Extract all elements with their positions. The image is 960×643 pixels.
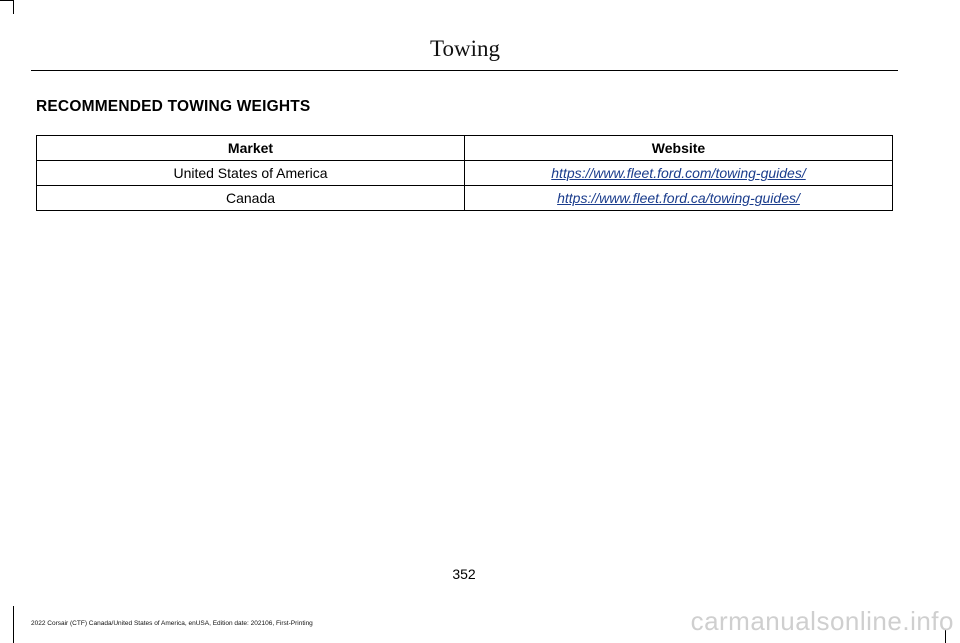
table-row <box>37 186 893 211</box>
market-cell: United States of America <box>37 161 465 186</box>
page-header-title: Towing <box>430 36 500 61</box>
header-divider <box>31 70 898 71</box>
column-header-market: Market <box>37 136 465 161</box>
market-cell: Canada <box>37 186 465 211</box>
website-cell <box>465 186 893 211</box>
crop-mark-bottom-left <box>13 606 14 643</box>
section-heading: RECOMMENDED TOWING WEIGHTS <box>36 98 311 115</box>
page-number: 352 <box>452 566 476 582</box>
website-link[interactable]: https://www.fleet.ford.com/towing-guides/ <box>551 165 806 181</box>
watermark: carmanualsonline.info <box>690 606 954 636</box>
towing-weights-table <box>36 135 893 211</box>
website-cell <box>465 161 893 186</box>
crop-mark-top-left <box>13 0 14 14</box>
table-row <box>37 161 893 186</box>
crop-mark-top-left <box>0 0 13 1</box>
edition-footer-note: 2022 Corsair (CTF) Canada/United States of America, enUSA, Edition date: 202106, First-Printing <box>31 620 313 627</box>
table-header-row <box>37 136 893 161</box>
column-header-website: Website <box>465 136 893 161</box>
website-link[interactable]: https://www.fleet.ford.ca/towing-guides/ <box>557 190 800 206</box>
